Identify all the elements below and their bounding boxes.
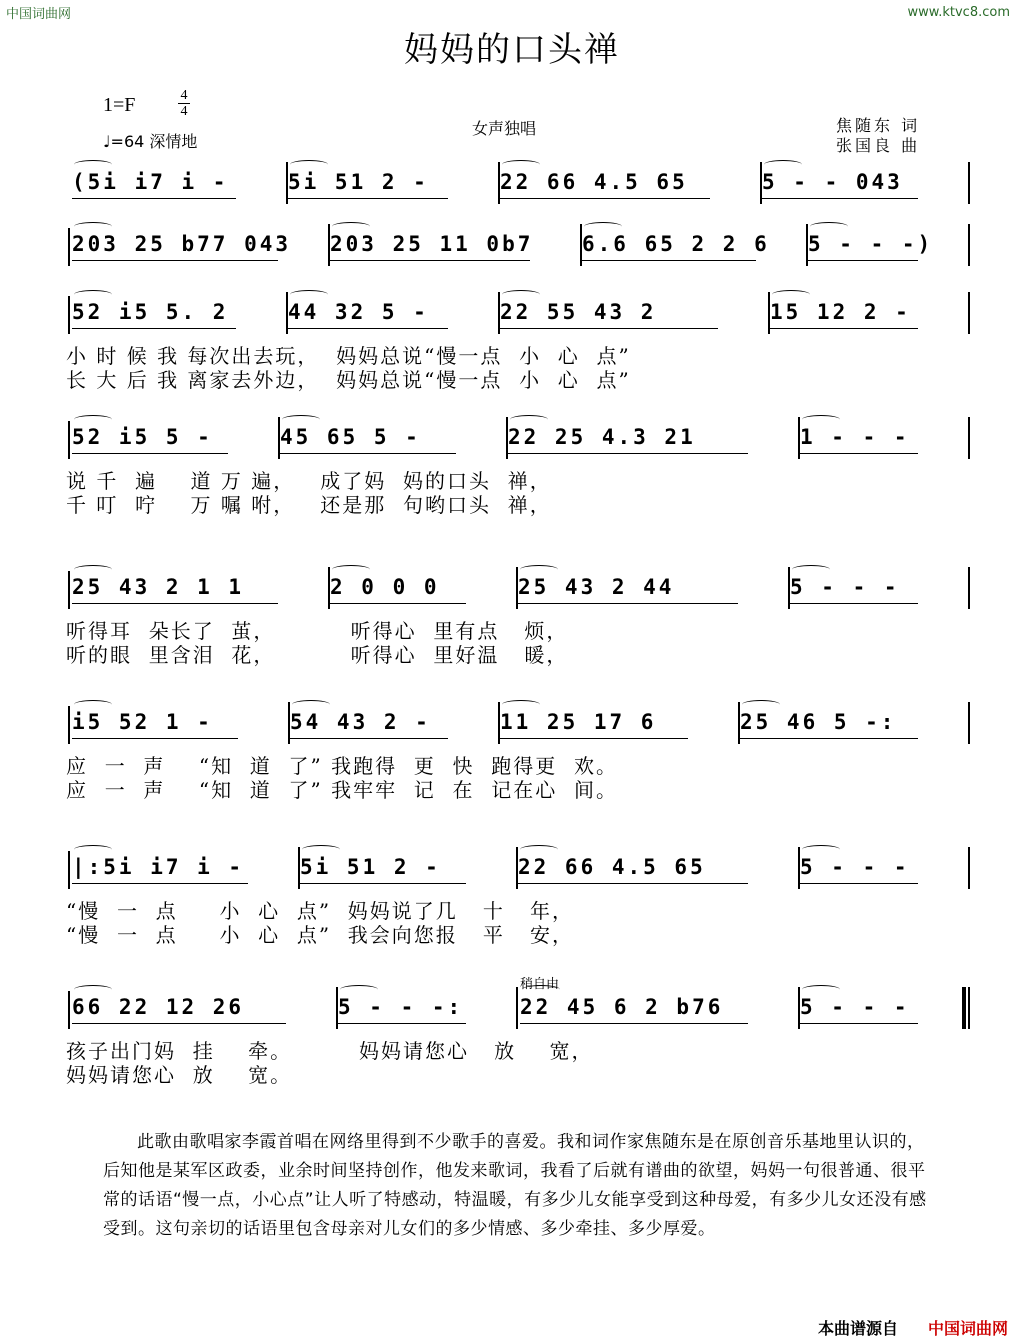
beam-underline bbox=[330, 603, 466, 604]
slur-mark bbox=[282, 415, 320, 424]
credits bbox=[836, 116, 920, 156]
slur-mark bbox=[74, 985, 112, 994]
beam-underline bbox=[790, 603, 918, 604]
lyric-line: 应 一 声 “知 道 了” 我跑得 更 快 跑得更 欢。 bbox=[66, 754, 618, 778]
barline bbox=[768, 292, 770, 334]
measure-notes: 6.6 65 2 2 6 bbox=[582, 232, 770, 256]
measure-notes: 5i 51 2 - bbox=[288, 170, 429, 194]
barline bbox=[498, 162, 500, 204]
beam-underline bbox=[800, 883, 918, 884]
performance-type: 女声独唱 bbox=[472, 119, 537, 138]
measure-notes: 5 - - - bbox=[800, 995, 910, 1019]
measure-notes: 22 45 6 2 b76 bbox=[520, 995, 724, 1019]
beam-underline bbox=[338, 1023, 466, 1024]
lyricist-credit: 焦随东 词 bbox=[836, 116, 921, 135]
barline bbox=[286, 162, 288, 204]
site-logo-left[interactable]: 中国词曲网 bbox=[6, 7, 72, 22]
beam-underline bbox=[72, 260, 278, 261]
beam-underline bbox=[770, 328, 918, 329]
barline bbox=[498, 292, 500, 334]
slur-mark bbox=[332, 222, 370, 231]
measure-notes: 52 i5 5. 2 bbox=[72, 300, 229, 324]
barline bbox=[336, 987, 338, 1029]
measure-notes: 22 25 4.3 21 bbox=[508, 425, 696, 449]
slur-mark bbox=[332, 565, 370, 574]
beam-underline bbox=[508, 453, 748, 454]
measure-notes: 1 - - - bbox=[800, 425, 910, 449]
beam-underline bbox=[280, 453, 456, 454]
measure-notes: (5i i7 i - bbox=[72, 170, 229, 194]
beam-underline bbox=[800, 453, 918, 454]
barline bbox=[738, 702, 740, 744]
beam-underline bbox=[72, 738, 238, 739]
lyric-line: 孩子出门妈 挂 牵。 妈妈请您心 放 宽， bbox=[66, 1039, 594, 1063]
beam-underline bbox=[500, 738, 688, 739]
lyric-line: 应 一 声 “知 道 了” 我牢牢 记 在 记在心 间。 bbox=[66, 778, 618, 802]
measure-notes: 22 66 4.5 65 bbox=[500, 170, 688, 194]
barline bbox=[968, 702, 970, 744]
barline bbox=[968, 162, 970, 204]
barline bbox=[328, 567, 330, 609]
barline bbox=[278, 417, 280, 459]
barline bbox=[968, 567, 970, 609]
beam-underline bbox=[518, 883, 748, 884]
barline bbox=[68, 991, 70, 1029]
barline bbox=[516, 847, 518, 889]
slur-mark bbox=[802, 415, 840, 424]
barline bbox=[968, 417, 970, 459]
slur-mark bbox=[74, 415, 112, 424]
measure-notes: 11 25 17 6 bbox=[500, 710, 657, 734]
slur-mark bbox=[520, 845, 558, 854]
barline bbox=[506, 417, 508, 459]
slur-mark bbox=[742, 700, 780, 709]
beam-underline bbox=[518, 603, 738, 604]
slur-mark bbox=[522, 985, 560, 994]
barline bbox=[968, 847, 970, 889]
measure-notes: 5 - - - bbox=[790, 575, 900, 599]
measure-notes: 25 43 2 44 bbox=[518, 575, 675, 599]
barline bbox=[798, 987, 800, 1029]
barline bbox=[68, 571, 70, 609]
barline bbox=[68, 706, 70, 744]
slur-mark bbox=[74, 222, 112, 231]
measure-notes: 45 65 5 - bbox=[280, 425, 421, 449]
barline bbox=[68, 296, 70, 334]
barline bbox=[498, 702, 500, 744]
barline bbox=[298, 847, 300, 889]
lyric-line: 妈妈请您心 放 宽。 bbox=[66, 1063, 293, 1087]
measure-notes: 52 i5 5 - bbox=[72, 425, 213, 449]
lyric-line: 听的眼 里含泪 花， 听得心 里好温 暖， bbox=[66, 643, 569, 667]
measure-notes: 5 - - -: bbox=[338, 995, 464, 1019]
barline bbox=[68, 421, 70, 459]
slur-mark bbox=[290, 290, 328, 299]
lyric-line: 听得耳 朵长了 茧， 听得心 里有点 烦， bbox=[66, 619, 569, 643]
slur-mark bbox=[792, 565, 830, 574]
slur-mark bbox=[292, 700, 330, 709]
lyric-line: 说 千 遍 道 万 遍， 成了妈 妈的口头 禅， bbox=[66, 469, 552, 493]
measure-notes: 5 - - - bbox=[800, 855, 910, 879]
lyric-line: 小 时 候 我 每次出去玩， 妈妈总说“慢一点 小 心 点” bbox=[66, 344, 631, 368]
beam-underline bbox=[808, 260, 918, 261]
beam-underline bbox=[72, 883, 248, 884]
beam-underline bbox=[582, 260, 756, 261]
beam-underline bbox=[288, 328, 448, 329]
barline bbox=[760, 162, 762, 204]
beam-underline bbox=[300, 883, 466, 884]
barline bbox=[806, 224, 808, 266]
slur-mark bbox=[502, 290, 540, 299]
barline bbox=[798, 847, 800, 889]
slur-mark bbox=[340, 985, 378, 994]
measure-notes: 25 43 2 1 1 bbox=[72, 575, 245, 599]
slur-mark bbox=[74, 290, 112, 299]
lyric-line: 千 叮 咛 万 嘱 咐， 还是那 句哟口头 禅， bbox=[66, 493, 552, 517]
slur-mark bbox=[302, 845, 340, 854]
expression-marking: 稍自由 bbox=[520, 977, 560, 992]
barline bbox=[68, 851, 70, 889]
song-title: 妈妈的口头禅 bbox=[404, 30, 620, 70]
beam-underline bbox=[330, 260, 530, 261]
time-top: 4 bbox=[180, 88, 188, 103]
barline bbox=[798, 417, 800, 459]
barline bbox=[328, 224, 330, 266]
slur-mark bbox=[74, 700, 112, 709]
measure-notes: |:5i i7 i - bbox=[72, 855, 245, 879]
source-label: 本曲谱源自 bbox=[818, 1319, 899, 1338]
barline bbox=[516, 567, 518, 609]
measure-notes: 203 25 b77 043 bbox=[72, 232, 292, 256]
barline bbox=[788, 567, 790, 609]
source-site-link[interactable]: 中国词曲网 bbox=[928, 1319, 1009, 1338]
beam-underline bbox=[72, 1023, 286, 1024]
beam-underline bbox=[72, 198, 236, 199]
beam-underline bbox=[290, 738, 448, 739]
measure-notes: 54 43 2 - bbox=[290, 710, 431, 734]
beam-underline bbox=[288, 198, 448, 199]
beam-underline bbox=[740, 738, 918, 739]
measure-notes: 5i 51 2 - bbox=[300, 855, 441, 879]
beam-underline bbox=[500, 198, 710, 199]
tempo-marking: ♩=64 深情地 bbox=[103, 132, 198, 151]
barline bbox=[580, 224, 582, 266]
barline bbox=[286, 292, 288, 334]
measure-notes: 44 32 5 - bbox=[288, 300, 429, 324]
time-bottom: 4 bbox=[180, 104, 188, 119]
slur-mark bbox=[510, 415, 548, 424]
slur-mark bbox=[802, 845, 840, 854]
measure-notes: i5 52 1 - bbox=[72, 710, 213, 734]
slur-mark bbox=[764, 160, 802, 169]
slur-mark bbox=[772, 290, 810, 299]
barline bbox=[288, 702, 290, 744]
barline bbox=[968, 987, 970, 1029]
slur-mark bbox=[802, 985, 840, 994]
slur-mark bbox=[502, 160, 540, 169]
time-signature bbox=[178, 88, 190, 119]
beam-underline bbox=[500, 328, 718, 329]
measure-notes: 5 - - -) bbox=[808, 232, 934, 256]
slur-mark bbox=[584, 222, 622, 231]
lyric-line: “慢 一 点 小 心 点” 我会向您报 平 安， bbox=[66, 923, 574, 947]
measure-notes: 22 55 43 2 bbox=[500, 300, 657, 324]
measure-notes: 66 22 12 26 bbox=[72, 995, 245, 1019]
slur-mark bbox=[810, 222, 848, 231]
site-url-right[interactable]: www.ktvc8.com bbox=[907, 5, 1010, 20]
beam-underline bbox=[72, 603, 278, 604]
barline bbox=[968, 292, 970, 334]
beam-underline bbox=[520, 1023, 748, 1024]
barline bbox=[68, 228, 70, 266]
composer-credit: 张国良 曲 bbox=[836, 136, 921, 155]
measure-notes: 15 12 2 - bbox=[770, 300, 911, 324]
measure-notes: 22 66 4.5 65 bbox=[518, 855, 706, 879]
key-signature: 1=F bbox=[103, 94, 136, 116]
slur-mark bbox=[74, 845, 112, 854]
slur-mark bbox=[74, 160, 112, 169]
beam-underline bbox=[72, 328, 236, 329]
measure-notes: 25 46 5 -: bbox=[740, 710, 897, 734]
beam-underline bbox=[72, 453, 228, 454]
slur-mark bbox=[502, 700, 540, 709]
measure-notes: 5 - - 043 bbox=[762, 170, 903, 194]
song-note: 此歌由歌唱家李霞首唱在网络里得到不少歌手的喜爱。我和词作家焦随东是在原创音乐基地里认识的，后知他是某军区政委，业余时间坚持创作，他发来歌词，我看了后就有谱曲的欲望，妈妈一句很普通、很平常的话语“慢一点，小心点”让人听了特感动，特温暖，有多少儿女能享受到这种母爱，有多少儿女还没有感受到。这句亲切的话语里包含母亲对儿女们的多少情感、多少牵挂、多少厚爱。 bbox=[103, 1132, 927, 1239]
final-barline bbox=[962, 987, 966, 1029]
measure-notes: 203 25 11 0b7 bbox=[330, 232, 534, 256]
slur-mark bbox=[74, 565, 112, 574]
barline bbox=[516, 987, 518, 1029]
lyric-line: 长 大 后 我 离家去外边， 妈妈总说“慢一点 小 心 点” bbox=[66, 368, 631, 392]
lyric-line: “慢 一 点 小 心 点” 妈妈说了几 十 年， bbox=[66, 899, 574, 923]
barline bbox=[968, 224, 970, 266]
slur-mark bbox=[520, 565, 558, 574]
measure-notes: 2 0 0 0 bbox=[330, 575, 440, 599]
slur-mark bbox=[290, 160, 328, 169]
beam-underline bbox=[762, 198, 918, 199]
beam-underline bbox=[800, 1023, 918, 1024]
